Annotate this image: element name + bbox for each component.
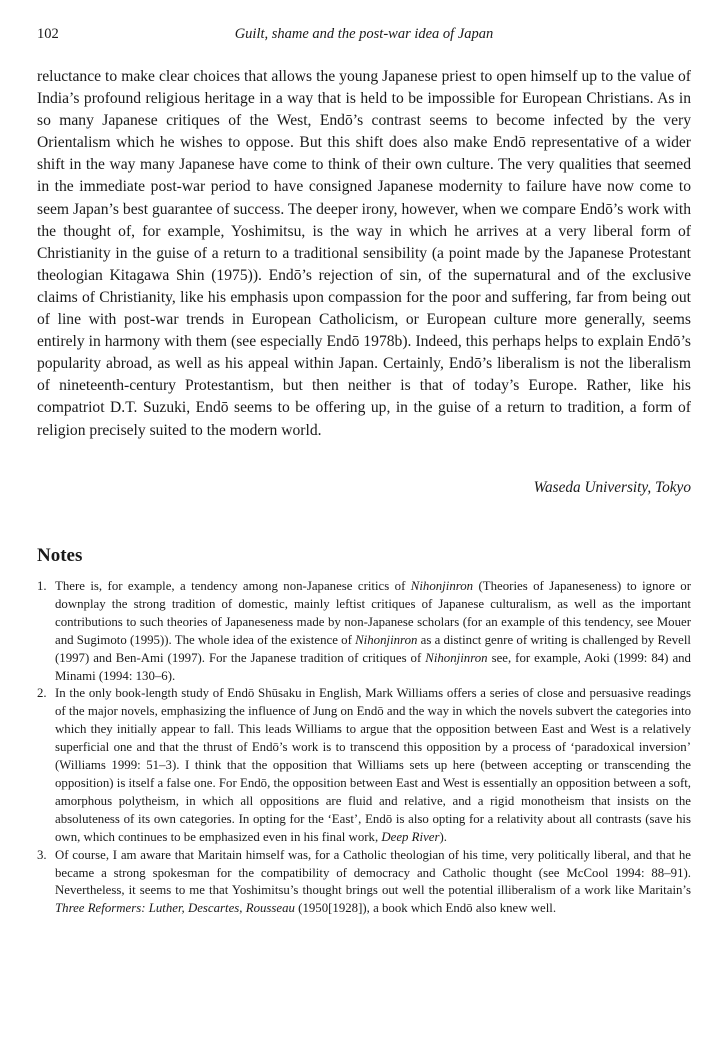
running-title: Guilt, shame and the post-war idea of Japan [234,26,494,42]
note-item [37,847,691,919]
note-text: ). [439,829,447,844]
note-item [37,578,691,685]
note-text: In the only book-length study of Endō Shūsaku in English, Mark Williams offers a series of close and persuasive readings of the major novels, emphasizing the influence of Jung on Endō and the way in which the novels subvert the categories into which they initially appear to fall. This leads Williams to argue that the opposition between East and West is a relatively superficial one and that the thrust of Endō’s work is to transcend this opposition by a process of ‘paradoxical inversion’ (Williams 1999: 51–3). I think that the opposition that Williams sets up here (between accepting or transcending the opposition) is itself a false one. For Endō, the opposition between East and West is essentially an opposition between a soft, amorphous polytheism, in which all oppositions are fluid and relative, and a rigid monotheism that insists on the absoluteness of its own categories. In opting for the ‘East’, Endō is also opting for a relativity about all contrasts (save his own, which continues to be emphasized even in his final work, [55,686,691,844]
body-paragraph: reluctance to make clear choices that allows the young Japanese priest to open himself up to the value of India’s profound religious heritage in a way that is held to be impossible for European Christians. As in so many Japanese critiques of the West, Endō’s contrast seems to become infected by the very Orientalism which he wishes to oppose. But this shift does also make Endō representative of a wider shift in the way many Japanese have come to think of their own culture. The very qualities that seemed in the immediate post-war period to have consigned Japanese modernity to failure have now come to seem Japan’s best guarantee of success. The deeper irony, however, when we compare Endō’s work with the thought of, for example, Yoshimitsu, is the way in which he arrives at a very liberal form of Christianity in the guise of a return to a traditional sensibility (a point made by the Japanese Protestant theologian Kitagawa Shin (1975)). Endō’s rejection of sin, of the supernatural and of the exclusive claims of Christianity, like his emphasis upon compassion for the poor and suffering, far from being out of line with post-war trends in European Catholicism, or European culture more generally, seems entirely in harmony with them (see especially Endō 1978b). Indeed, this perhaps helps to explain Endō’s popularity abroad, as well as his appeal within Japan. Certainly, Endō’s liberalism is not the liberalism of nineteenth-century Protestantism, but then neither is that of today’s Europe. Rather, like his compatriot D.T. Suzuki, Endō seems to be offering up, in the guise of a return to tradition, a form of religion precisely suited to the modern world. [37,68,691,439]
note-text: as a distinct genre of writing is challenged by Revell (1997) and Ben-Ami (1997). For the Japanese tradition of critiques of [55,632,691,665]
note-italic-text: Nihonjinron [425,650,488,665]
note-text: see, for example, Aoki (1999: 84) and Minami (1994: 130–6). [55,650,691,683]
note-number: 3. [37,847,47,862]
note-text: (Theories of Japaneseness) to ignore or downplay the strong tradition of domestic, mainly leftist critiques of Japanese culturalism, as well as the important contributions to such theories of Japaneseness made by non-Japanese scholars (for an example of this tendency, see Mouer and Sugimoto (1995)). The whole idea of the existence of [55,579,692,647]
note-italic-text: Nihonjinron [355,632,418,647]
page-header [37,26,691,48]
note-number: 1. [37,579,47,593]
notes-list [37,578,691,918]
note-number: 2. [37,686,47,701]
note-item [37,685,691,846]
author-affiliation: Waseda University, Tokyo [533,479,691,496]
notes-heading: Notes [37,545,83,566]
page-number: 102 [37,26,59,42]
note-italic-text: Three Reformers: Luther, Descartes, Rousseau [55,901,295,916]
note-italic-text: Deep River [381,829,440,844]
note-text: There is, for example, a tendency among non-Japanese critics of [55,579,411,593]
note-text: (1950[1928]), a book which Endō also knew well. [294,901,557,916]
note-italic-text: Nihonjinron [410,579,474,593]
note-text: Of course, I am aware that Maritain himself was, for a Catholic theologian of his time, very politically liberal, and that he became a strong spokesman for the compatibility of democracy and Catholic thought (see McCool 1994: 88–91). Nevertheless, it seems to me that Yoshimitsu’s thought brings out well the potential illiberalism of a work like Maritain’s [55,847,691,898]
